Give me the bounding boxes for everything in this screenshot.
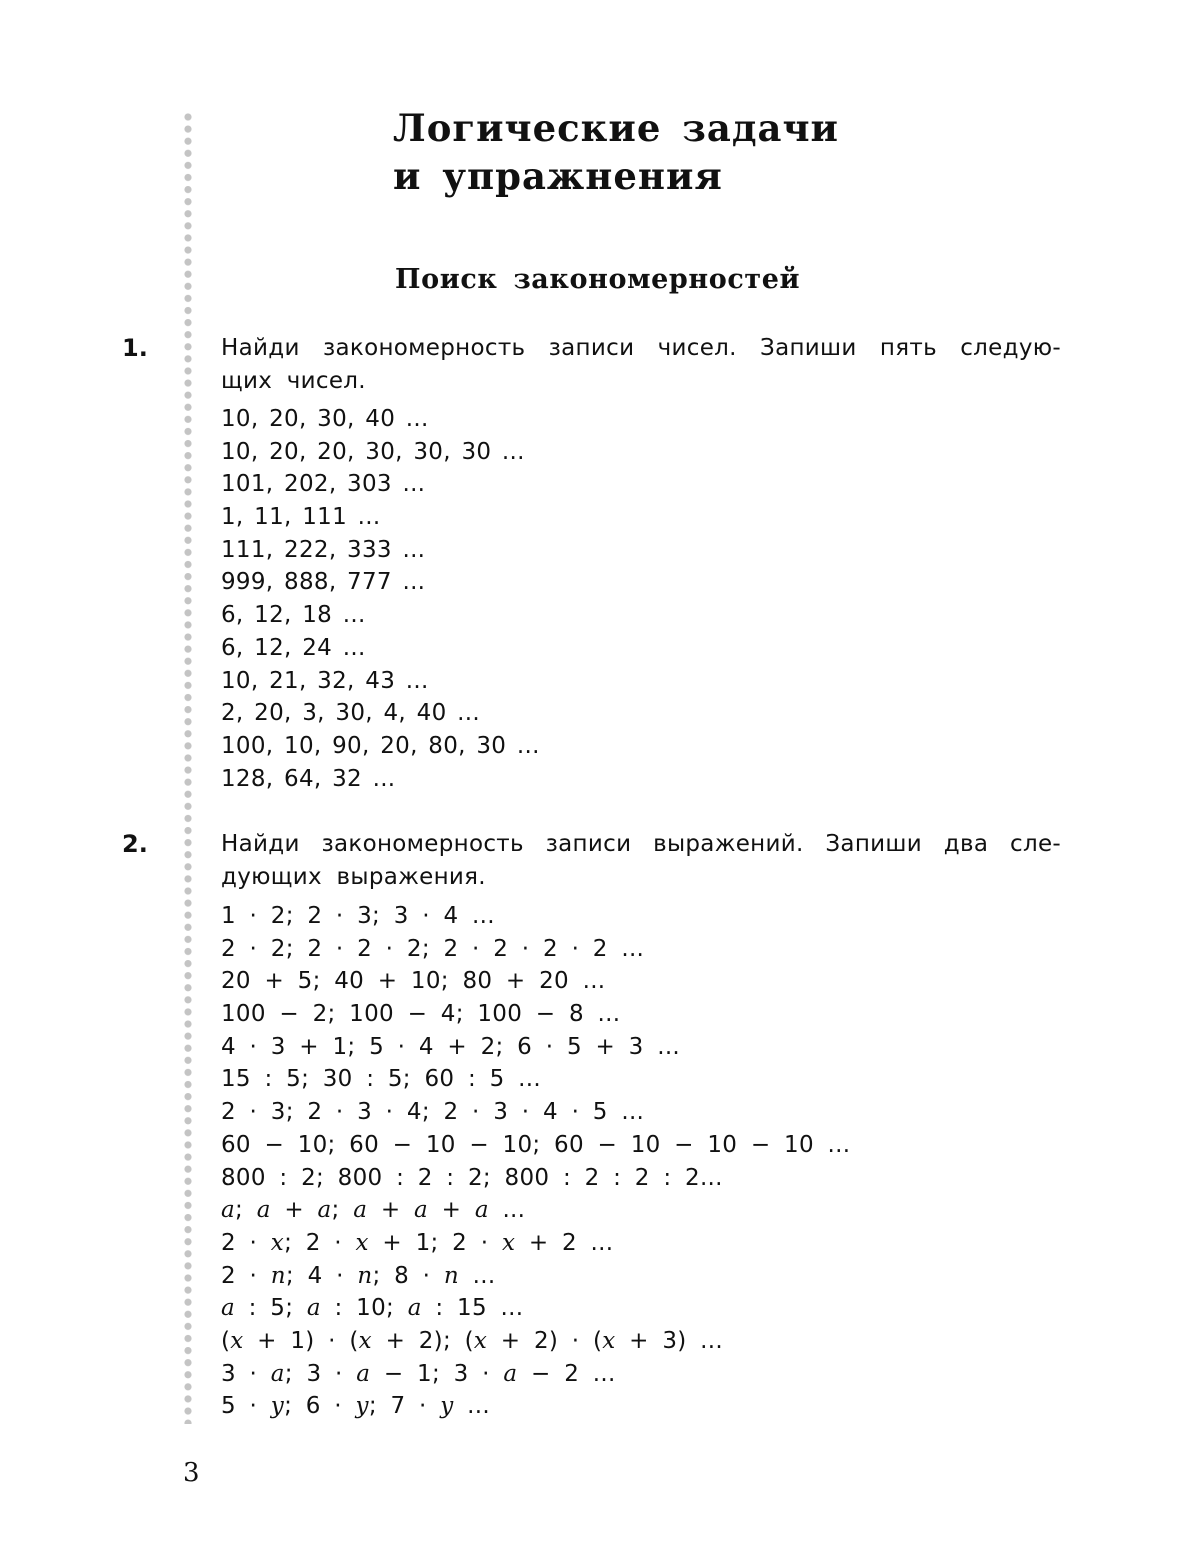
task-1-sequence-list <box>221 403 540 795</box>
expression-sequence: a : 5; a : 10; a : 15 ... <box>221 1295 524 1322</box>
number-sequence: 10, 20, 20, 30, 30, 30 ... <box>221 438 525 465</box>
expression-sequence: 5 · y; 6 · y; 7 · y ... <box>221 1393 490 1420</box>
number-sequence: 999, 888, 777 ... <box>221 569 426 596</box>
expression-sequence: (x + 1) · (x + 2); (x + 2) · (x + 3) ... <box>221 1327 724 1354</box>
task-1-number: 1. <box>122 334 148 362</box>
expression-sequence: 800 : 2; 800 : 2 : 2; 800 : 2 : 2 : 2... <box>221 1164 723 1191</box>
expression-sequence: 2 · 2; 2 · 2 · 2; 2 · 2 · 2 · 2 ... <box>221 935 645 962</box>
expression-sequence: 4 · 3 + 1; 5 · 4 + 2; 6 · 5 + 3 ... <box>221 1033 681 1060</box>
number-sequence: 10, 21, 32, 43 ... <box>221 667 429 694</box>
expression-sequence: 2 · 3; 2 · 3 · 4; 2 · 3 · 4 · 5 ... <box>221 1099 645 1126</box>
number-sequence: 10, 20, 30, 40 ... <box>221 406 429 432</box>
task-2-expression-list <box>221 900 850 1423</box>
number-sequence: 100, 10, 90, 20, 80, 30 ... <box>221 732 540 759</box>
expression-sequence: 15 : 5; 30 : 5; 60 : 5 ... <box>221 1066 541 1093</box>
expression-sequence: 1 · 2; 2 · 3; 3 · 4 ... <box>221 903 495 929</box>
task-2-number: 2. <box>122 830 148 858</box>
expression-sequence: 3 · a; 3 · a − 1; 3 · a − 2 ... <box>221 1360 616 1387</box>
expression-sequence: 2 · n; 4 · n; 8 · n ... <box>221 1262 496 1289</box>
page-number: 3 <box>183 1458 200 1488</box>
expression-sequence: 20 + 5; 40 + 10; 80 + 20 ... <box>221 968 606 995</box>
number-sequence: 1, 11, 111 ... <box>221 504 381 531</box>
expression-sequence: 60 − 10; 60 − 10 − 10; 60 − 10 − 10 − 10 ... <box>221 1131 851 1158</box>
number-sequence: 101, 202, 303 ... <box>221 471 426 498</box>
number-sequence: 128, 64, 32 ... <box>221 765 396 792</box>
dotted-margin-line <box>183 112 193 1424</box>
title-line-1: Логические задачи <box>393 106 839 150</box>
number-sequence: 111, 222, 333 ... <box>221 536 426 563</box>
expression-sequence: a; a + a; a + a + a ... <box>221 1197 526 1224</box>
page-title <box>393 104 839 200</box>
expression-sequence: 2 · x; 2 · x + 1; 2 · x + 2 ... <box>221 1229 614 1256</box>
section-subtitle: Поиск закономерностей <box>395 264 801 295</box>
task-2-instruction: Найди закономерность записи выражений. Запиши два сле- дующих выражения. <box>221 831 1061 890</box>
title-line-2: и упражнения <box>393 154 723 198</box>
number-sequence: 2, 20, 3, 30, 4, 40 ... <box>221 700 480 727</box>
task-1-instruction: Найди закономерность записи чисел. Запиши пять следую- щих чисел. <box>221 335 1061 394</box>
expression-sequence: 100 − 2; 100 − 4; 100 − 8 ... <box>221 1001 621 1028</box>
number-sequence: 6, 12, 24 ... <box>221 634 366 661</box>
number-sequence: 6, 12, 18 ... <box>221 602 366 629</box>
